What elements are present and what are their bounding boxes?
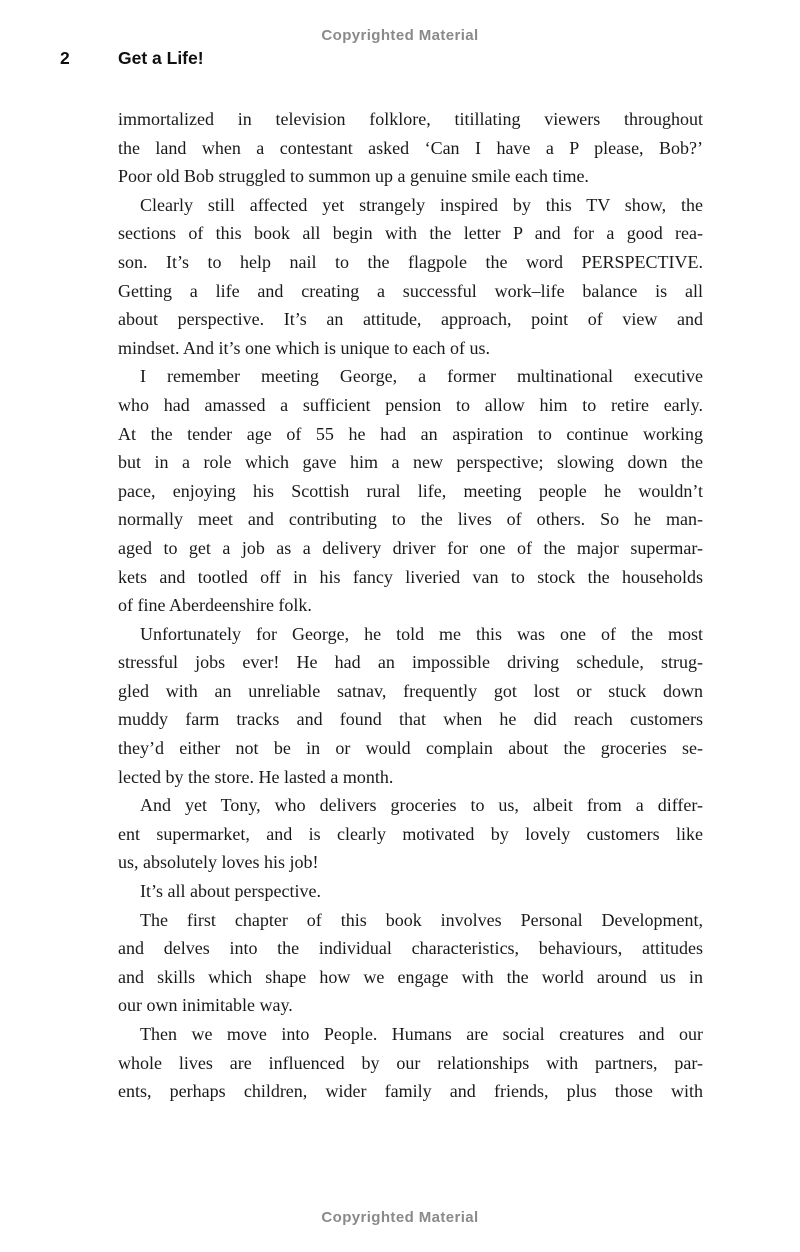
body-line: our own inimitable way.: [118, 995, 293, 1016]
body-line: Poor old Bob struggled to summon up a genuine smile each time.: [118, 166, 589, 187]
body-line: ents, perhaps children, wider family and friends, plus those with: [118, 1081, 703, 1102]
page-number: 2: [60, 48, 70, 68]
body-line: they’d either not be in or would complain about the groceries se-: [118, 738, 703, 759]
body-line: At the tender age of 55 he had an aspiration to continue working: [118, 423, 703, 444]
body-line: stressful jobs ever! He had an impossible driving schedule, strug-: [118, 652, 703, 673]
body-line: and delves into the individual characteristics, behaviours, attitudes: [118, 938, 703, 959]
body-line: normally meet and contributing to the lives of others. So he man-: [118, 509, 703, 530]
body-line: muddy farm tracks and found that when he did reach customers: [118, 709, 703, 730]
body-line: And yet Tony, who delivers groceries to us, albeit from a differ-: [140, 795, 703, 816]
body-line: lected by the store. He lasted a month.: [118, 766, 394, 787]
body-line: Then we move into People. Humans are social creatures and our: [140, 1024, 703, 1044]
body-line: the land when a contestant asked ‘Can I have a P please, Bob?’: [118, 137, 703, 158]
body-line: but in a role which gave him a new perspective; slowing down the: [118, 452, 703, 473]
running-title: Get a Life!: [118, 48, 204, 68]
body-line: The first chapter of this book involves Personal Development,: [140, 909, 703, 930]
copyrighted-material-top: Copyrighted Material: [321, 27, 479, 44]
body-line: immortalized in television folklore, titillating viewers throughout: [118, 109, 703, 129]
body-line: Getting a life and creating a successful work–life balance is all: [118, 280, 703, 301]
body-line: of fine Aberdeenshire folk.: [118, 595, 312, 616]
body-line: kets and tootled off in his fancy liveried van to stock the households: [118, 566, 703, 587]
body-line: gled with an unreliable satnav, frequently got lost or stuck down: [118, 680, 703, 701]
body-line: ent supermarket, and is clearly motivated by lovely customers like: [118, 823, 703, 844]
body-line: about perspective. It’s an attitude, approach, point of view and: [118, 309, 703, 330]
copyrighted-material-bottom: Copyrighted Material: [321, 1209, 479, 1226]
body-line: us, absolutely loves his job!: [118, 852, 319, 873]
page-header: [0, 48, 800, 70]
body-line: who had amassed a sufficient pension to allow him to retire early.: [118, 394, 703, 415]
body-line: sections of this book all begin with the letter P and for a good rea-: [118, 223, 703, 244]
page-body-text: [118, 105, 703, 1106]
body-line: It’s all about perspective.: [140, 881, 321, 902]
body-line: Clearly still affected yet strangely inspired by this TV show, the: [140, 194, 703, 215]
body-line: mindset. And it’s one which is unique to each of us.: [118, 337, 490, 358]
body-line: aged to get a job as a delivery driver for one of the major supermar-: [118, 537, 703, 558]
body-line: I remember meeting George, a former multinational executive: [140, 366, 703, 387]
body-line: and skills which shape how we engage with the world around us in: [118, 966, 703, 987]
body-line: son. It’s to help nail to the flagpole the word PERSPECTIVE.: [118, 251, 703, 272]
body-line: pace, enjoying his Scottish rural life, meeting people he wouldn’t: [118, 480, 703, 501]
body-line: whole lives are influenced by our relationships with partners, par-: [118, 1052, 703, 1073]
body-line: Unfortunately for George, he told me this was one of the most: [140, 623, 703, 644]
